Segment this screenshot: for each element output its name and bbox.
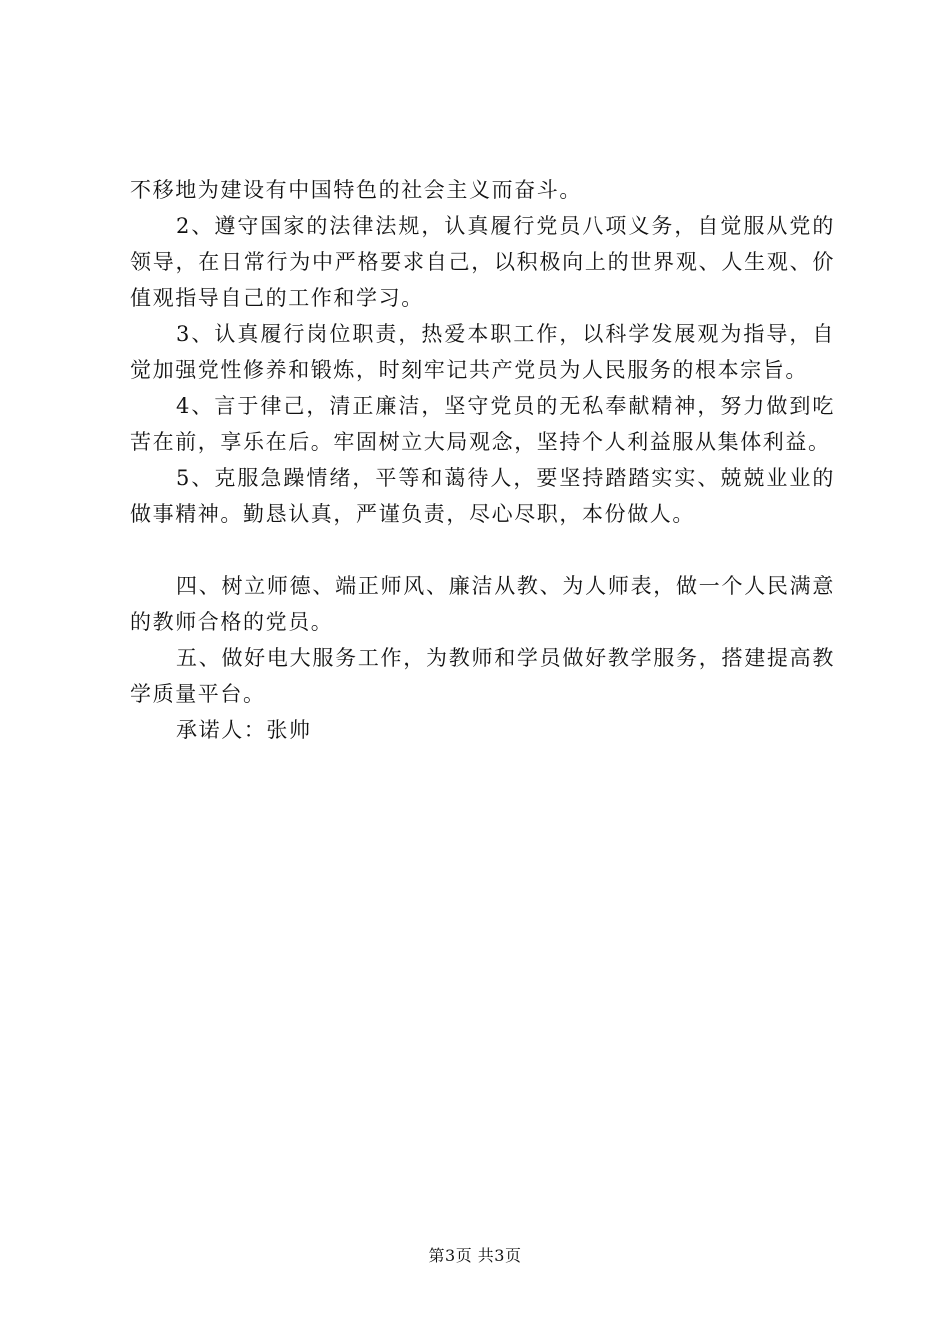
paragraph-section-4: 四、树立师德、端正师风、廉洁从教、为人师表，做一个人民满意的教师合格的党员。 <box>130 574 835 634</box>
paragraph-section-5: 五、做好电大服务工作，为教师和学员做好教学服务，搭建提高教学质量平台。 <box>130 646 835 706</box>
paragraph-continuation: 不移地为建设有中国特色的社会主义而奋斗。 <box>130 178 582 202</box>
paragraph-item-5: 5、克服急躁情绪，平等和蔼待人，要坚持踏踏实实、兢兢业业的做事精神。勤恳认真，严谨负责，尽心尽职，本份做人。 <box>130 466 835 526</box>
signature-line: 承诺人：张帅 <box>176 718 312 742</box>
page-number-footer: 第3页 共3页 <box>428 1246 522 1265</box>
document-body <box>130 172 835 748</box>
paragraph-item-3: 3、认真履行岗位职责，热爱本职工作，以科学发展观为指导，自觉加强党性修养和锻炼，时刻牢记共产党员为人民服务的根本宗旨。 <box>130 322 835 382</box>
paragraph-item-2: 2、遵守国家的法律法规，认真履行党员八项义务，自觉服从党的领导，在日常行为中严格要求自己，以积极向上的世界观、人生观、价值观指导自己的工作和学习。 <box>130 214 835 310</box>
paragraph-item-4: 4、言于律己，清正廉洁，坚守党员的无私奉献精神，努力做到吃苦在前，享乐在后。牢固树立大局观念，坚持个人利益服从集体利益。 <box>130 394 835 454</box>
